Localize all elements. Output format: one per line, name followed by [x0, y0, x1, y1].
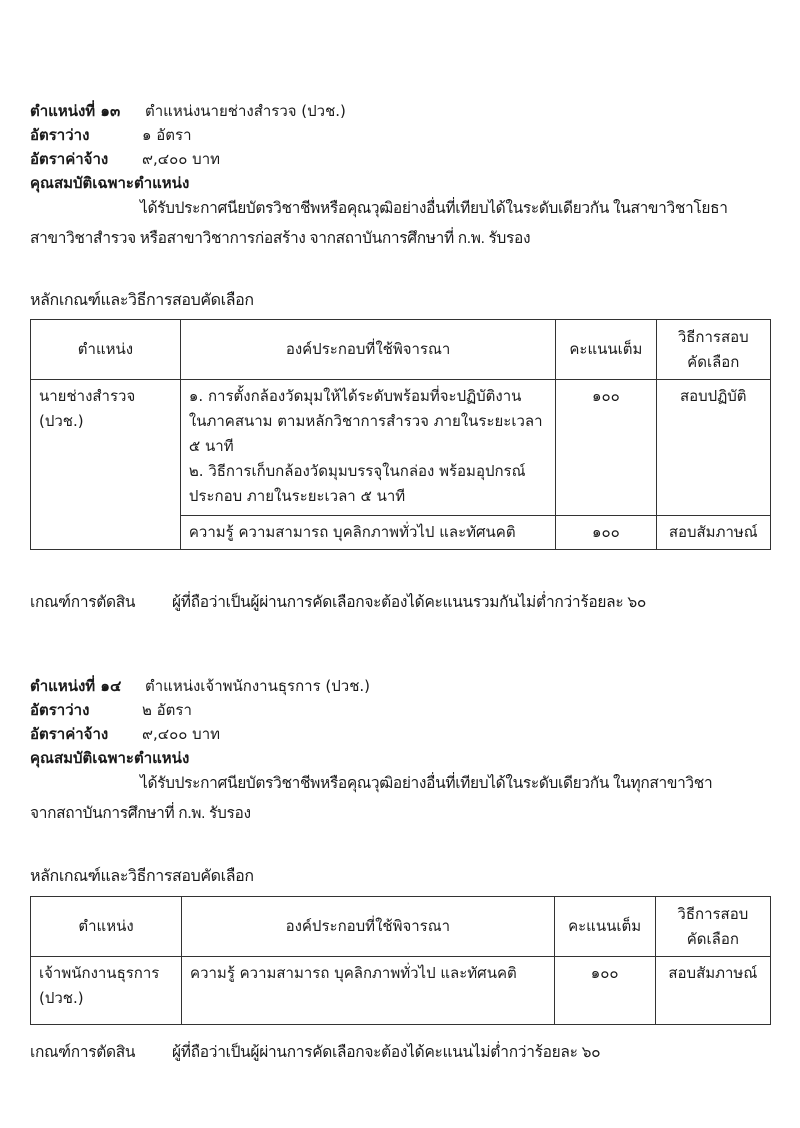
- position-number: ๑๓: [100, 102, 121, 120]
- position-13-info: [30, 100, 775, 254]
- vacancy-label: อัตราว่าง: [30, 126, 90, 144]
- header-components: องค์ประกอบที่ใช้พิจารณา: [182, 897, 555, 957]
- vacancy-value: ๒ อัตรา: [142, 701, 192, 719]
- position-14-info: [30, 675, 775, 829]
- components-cell: ความรู้ ความสามารถ บุคลิกภาพทั่วไป และทัศนคติ: [182, 957, 555, 1025]
- criteria-table-13: [30, 319, 771, 550]
- position-title: ตำแหน่งเจ้าพนักงานธุรการ (ปวช.): [145, 677, 370, 695]
- decision-text: ผู้ที่ถือว่าเป็นผู้ผ่านการคัดเลือกจะต้องได้คะแนนไม่ต่ำกว่าร้อยละ ๖๐: [172, 1044, 601, 1061]
- decision-label: เกณฑ์การตัดสิน: [30, 594, 136, 611]
- header-method-line-1: วิธีการสอบ: [677, 327, 749, 346]
- component-1-line-2: ในภาคสนาม ตามหลักวิชาการสำรวจ ภายในระยะเวลา: [188, 412, 543, 430]
- position-cell-line-2: (ปวช.): [39, 412, 84, 430]
- component-1-line-1: ๑. การตั้งกล้องวัดมุมให้ได้ระดับพร้อมที่จะปฏิบัติงาน: [188, 387, 522, 405]
- salary-value: ๙,๔๐๐ บาท: [142, 725, 221, 743]
- vacancy-value: ๑ อัตรา: [142, 126, 192, 144]
- table-row: [31, 957, 771, 1025]
- qualifications-heading: คุณสมบัติเฉพาะตำแหน่ง: [30, 749, 190, 767]
- position-13-title-row: [30, 100, 775, 122]
- table-row: [31, 380, 771, 516]
- component-2-line-2: ประกอบ ภายในระยะเวลา ๕ นาที: [188, 487, 406, 505]
- salary-label: อัตราค่าจ้าง: [30, 725, 109, 743]
- position-cell-line-2: (ปวช.): [39, 989, 84, 1007]
- qualifications-line-2: สาขาวิชาสำรวจ หรือสาขาวิชาการก่อสร้าง จากสถาบันการศึกษาที่ ก.พ. รับรอง: [30, 230, 531, 247]
- qualifications-text: [30, 769, 775, 829]
- components-cell: ความรู้ ความสามารถ บุคลิกภาพทั่วไป และทัศนคติ: [180, 516, 555, 550]
- qualifications-text: [30, 194, 775, 254]
- position-label: ตำแหน่งที่: [30, 102, 96, 120]
- header-method-line-1: วิธีการสอบ: [677, 904, 749, 923]
- decision-criteria-13: [30, 589, 646, 614]
- full-score-cell: ๑๐๐: [556, 380, 656, 516]
- header-full-score: คะแนนเต็ม: [556, 320, 656, 380]
- header-position: ตำแหน่ง: [31, 897, 182, 957]
- position-label: ตำแหน่งที่: [30, 677, 96, 695]
- qualifications-line-2: จากสถาบันการศึกษาที่ ก.พ. รับรอง: [30, 805, 251, 822]
- decision-label: เกณฑ์การตัดสิน: [30, 1044, 136, 1061]
- qualifications-line-1: ได้รับประกาศนียบัตรวิชาชีพหรือคุณวุฒิอย่างอื่นที่เทียบได้ในระดับเดียวกัน ในทุกสาขาวิชา: [140, 775, 713, 792]
- qualifications-line-1: ได้รับประกาศนียบัตรวิชาชีพหรือคุณวุฒิอย่างอื่นที่เทียบได้ในระดับเดียวกัน ในสาขาวิชาโยธา: [140, 200, 728, 217]
- position-cell-line-1: นายช่างสำรวจ: [39, 387, 136, 405]
- salary-value: ๙,๔๐๐ บาท: [142, 150, 221, 168]
- position-cell-line-1: เจ้าพนักงานธุรการ: [39, 964, 160, 982]
- position-number: ๑๔: [100, 677, 122, 695]
- decision-criteria-14: [30, 1039, 600, 1064]
- components-cell: [180, 380, 555, 516]
- header-method: [655, 897, 770, 957]
- position-title: ตำแหน่งนายช่างสำรวจ (ปวช.): [145, 102, 346, 120]
- component-2-line-1: ๒. วิธีการเก็บกล้องวัดมุมบรรจุในกล่อง พร้อมอุปกรณ์: [188, 462, 526, 480]
- method-cell: สอบปฏิบัติ: [656, 380, 770, 516]
- position-cell: [31, 380, 181, 550]
- method-cell: สอบสัมภาษณ์: [655, 957, 770, 1025]
- table-header-row: [31, 897, 771, 957]
- position-number-label: [30, 675, 145, 697]
- full-score-cell: ๑๐๐: [556, 516, 656, 550]
- criteria-heading: หลักเกณฑ์และวิธีการสอบคัดเลือก: [30, 868, 254, 885]
- criteria-table-14: [30, 896, 771, 1025]
- vacancy-row: [30, 699, 775, 721]
- qualifications-heading: คุณสมบัติเฉพาะตำแหน่ง: [30, 174, 190, 192]
- component-1-line-3: ๕ นาที: [188, 437, 234, 455]
- header-position: ตำแหน่ง: [31, 320, 181, 380]
- header-method: [656, 320, 770, 380]
- salary-row: [30, 148, 775, 170]
- position-number-label: [30, 100, 145, 122]
- method-cell: สอบสัมภาษณ์: [656, 516, 770, 550]
- header-components: องค์ประกอบที่ใช้พิจารณา: [180, 320, 555, 380]
- vacancy-row: [30, 124, 775, 146]
- criteria-heading: หลักเกณฑ์และวิธีการสอบคัดเลือก: [30, 292, 254, 309]
- header-full-score: คะแนนเต็ม: [554, 897, 655, 957]
- salary-label: อัตราค่าจ้าง: [30, 150, 109, 168]
- position-cell: [31, 957, 182, 1025]
- full-score-cell: ๑๐๐: [554, 957, 655, 1025]
- position-14-title-row: [30, 675, 775, 697]
- decision-text: ผู้ที่ถือว่าเป็นผู้ผ่านการคัดเลือกจะต้องได้คะแนนรวมกันไม่ต่ำกว่าร้อยละ ๖๐: [172, 594, 647, 611]
- table-header-row: [31, 320, 771, 380]
- vacancy-label: อัตราว่าง: [30, 701, 90, 719]
- salary-row: [30, 723, 775, 745]
- header-method-line-2: คัดเลือก: [687, 352, 740, 371]
- header-method-line-2: คัดเลือก: [686, 929, 739, 948]
